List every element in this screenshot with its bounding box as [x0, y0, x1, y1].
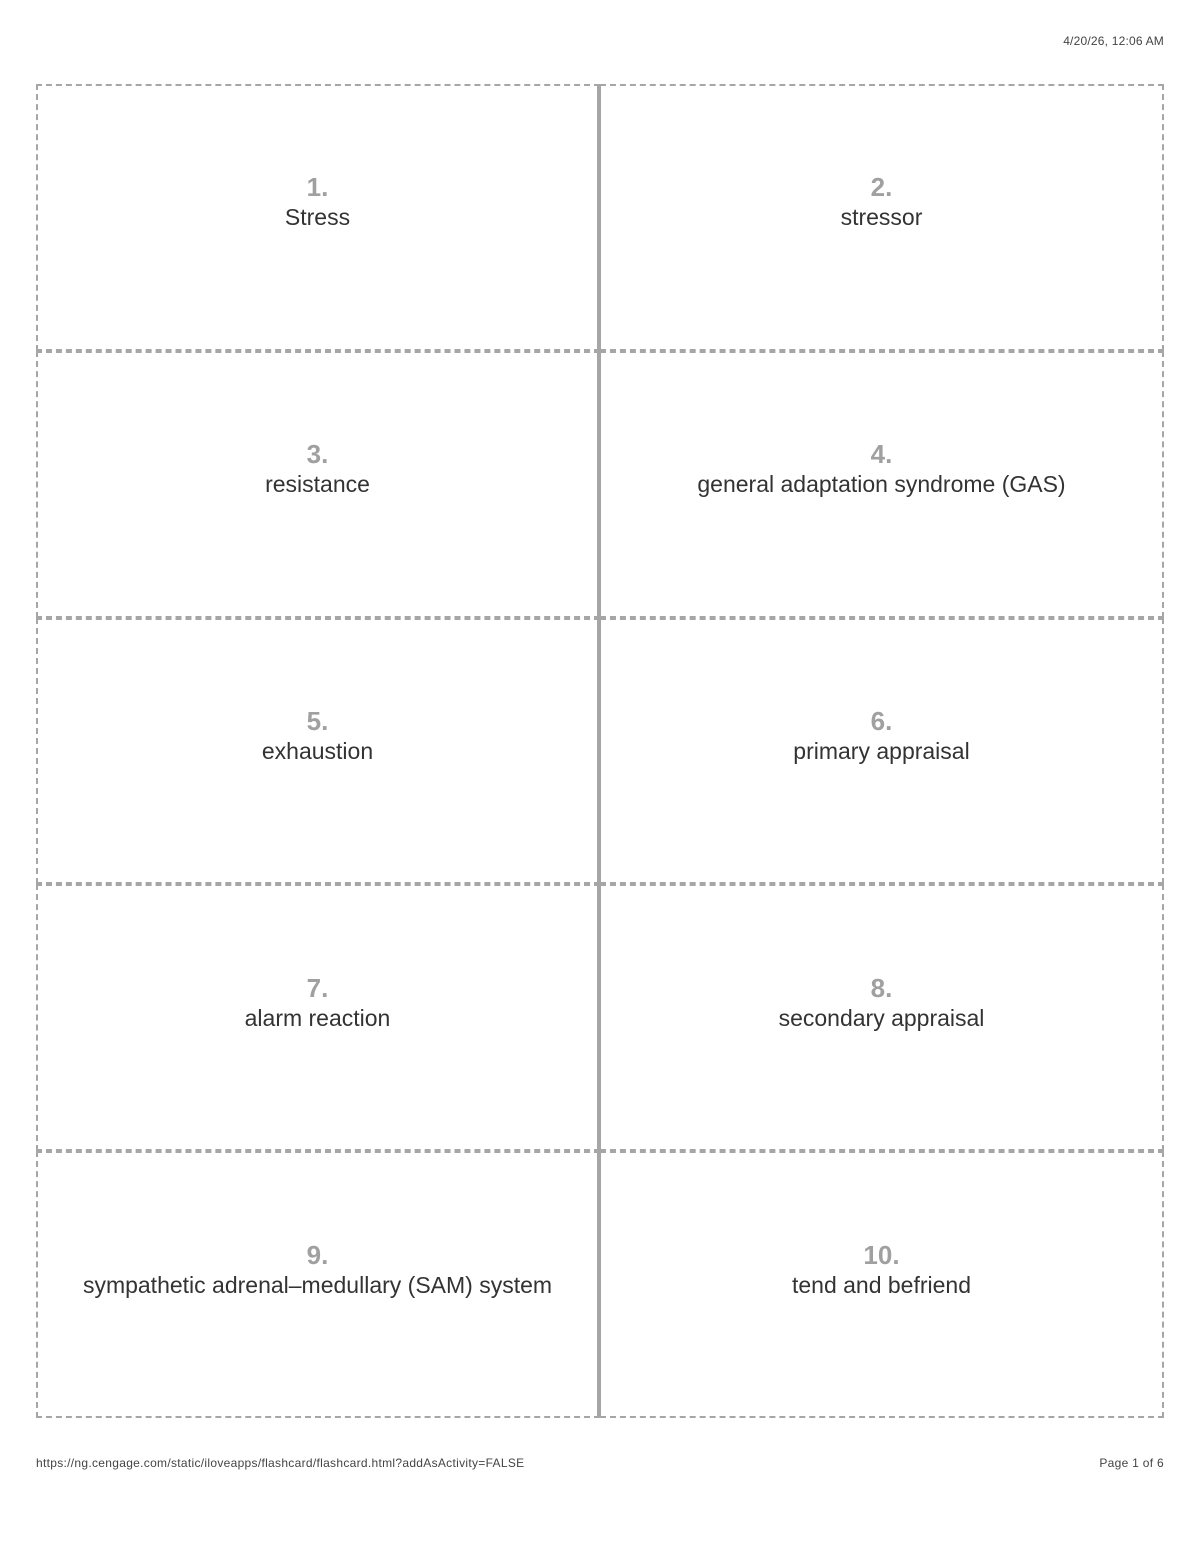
flashcard[interactable]: [36, 884, 600, 1151]
card-number: 4.: [870, 439, 893, 470]
card-term: secondary appraisal: [778, 1004, 985, 1031]
card-term: resistance: [265, 471, 370, 498]
card-term: tend and befriend: [791, 1271, 972, 1298]
flashcard[interactable]: [600, 884, 1164, 1151]
card-number: 6.: [870, 705, 893, 736]
flashcard[interactable]: [600, 618, 1164, 885]
flashcard[interactable]: [36, 84, 600, 351]
card-number: 2.: [870, 172, 893, 203]
card-number: 1.: [306, 172, 329, 203]
print-footer-url: https://ng.cengage.com/static/iloveapps/flashcard/flashcard.html?addAsActivity=FALSE: [36, 1456, 525, 1470]
card-term: exhaustion: [261, 737, 374, 764]
card-number: 8.: [870, 972, 893, 1003]
card-number: 3.: [306, 439, 329, 470]
flashcard[interactable]: [36, 351, 600, 618]
card-term: Stress: [284, 204, 351, 231]
flashcard[interactable]: [600, 351, 1164, 618]
flashcard[interactable]: [600, 84, 1164, 351]
page-indicator: Page 1 of 6: [1099, 1456, 1164, 1470]
card-term: general adaptation syndrome (GAS): [697, 471, 1066, 498]
card-term: primary appraisal: [793, 737, 970, 764]
card-term: sympathetic adrenal–medullary (SAM) system: [82, 1271, 553, 1298]
card-number: 9.: [306, 1239, 329, 1270]
flashcard[interactable]: [600, 1151, 1164, 1418]
card-number: 5.: [306, 705, 329, 736]
print-timestamp: 4/20/26, 12:06 AM: [1063, 34, 1164, 48]
card-term: alarm reaction: [244, 1004, 391, 1031]
card-term: stressor: [840, 204, 923, 231]
flashcard[interactable]: [36, 1151, 600, 1418]
flashcard[interactable]: [36, 618, 600, 885]
card-number: 10.: [863, 1239, 900, 1270]
card-number: 7.: [306, 972, 329, 1003]
flashcard-grid: [36, 84, 1164, 1418]
